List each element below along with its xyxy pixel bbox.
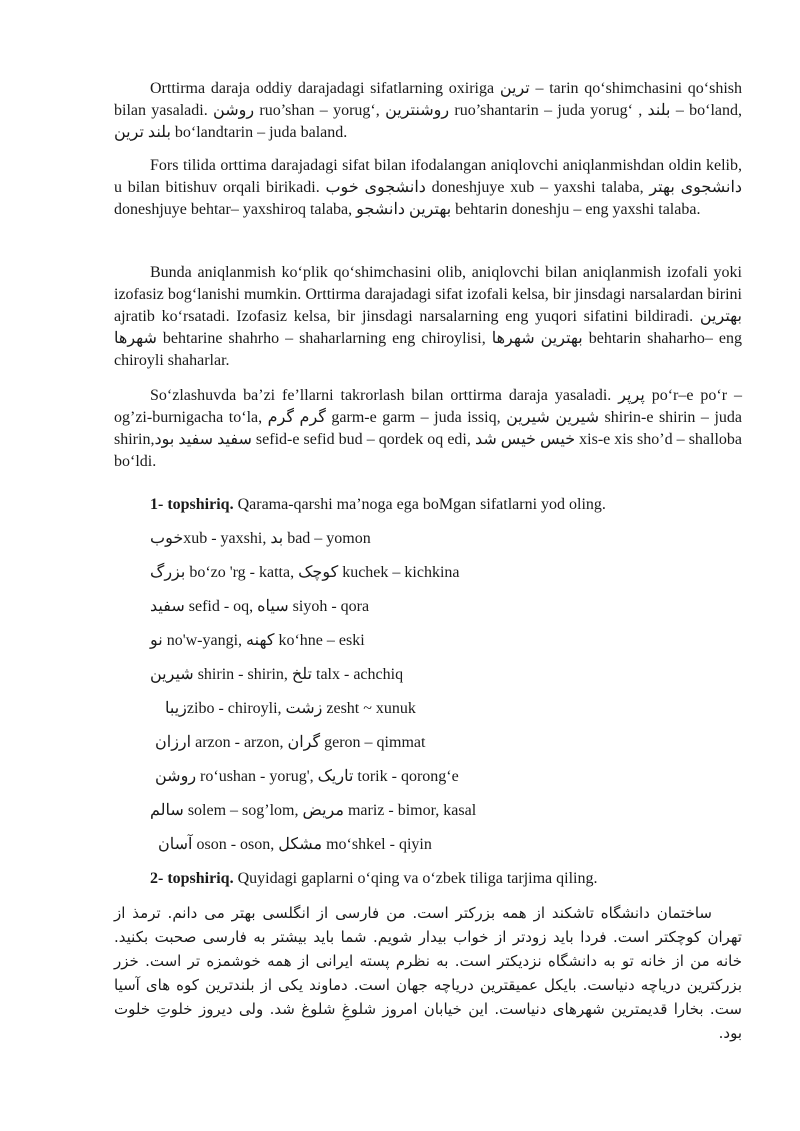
task-2-heading [150,868,750,890]
vocab-item: سالم solem – sog’lom, مریض mariz - bimor, kasal [150,802,477,819]
vocab-item: شیرین shirin - shirin, تلخ talx - achchiq [150,666,404,683]
task-1-label: 1- topshiriq. [150,496,234,513]
paragraph-repetition: So‘zlashuvda ba’zi fe’llarni takrorlash bilan orttirma daraja yasaladi. پرپر po‘r–e po‘r – og’zi-burnigacha to‘la, گرم گرم garm-e garm – juda issiq, شیرین شیرین shirin-e shirin – juda shirin,سفید سفید بود sefid-e sefid bud – qordek oq edi, خیس خیس شد xis-e xis sho’d – shalloba bo‘ldi. [114,387,743,470]
paragraph-izofa: Bunda aniqlanmish ko‘plik qo‘shimchasini olib, aniqlovchi bilan aniqlanmish izofali yoki izofasiz bog‘lanishi mumkin. Orttirma darajadagi sifat izofali kelsa, bir jinsdagi narsalardan birini ajratib ko‘rsatadi. Izofasiz kelsa, bir jinsdagi narsalarning eng yuqori sifatini bildiradi. بهترین شهرها behtarine shahrho – shaharlarning eng chiroylisi, بهترین شهرها behtarin shaharho– eng chiroyli shaharlar. [114,264,743,369]
paragraph-superlative-suffix: Orttirma daraja oddiy darajadagi sifatlarning oxiriga ترین – tarin qo‘shimchasini qo‘shish bilan yasaladi. روشن ruo’shan – yorug‘, روشنترین ruo’shantarin – juda yorug‘ , بلند – bo‘land, بلند ترین bo‘landtarin – juda baland. [114,80,743,141]
vocab-item: ارزان arzon - arzon, گران geron – qimmat [155,734,426,751]
vocab-item: خوبxub - yaxshi, بد bad – yomon [150,530,371,547]
task-2-label: 2- topshiriq. [150,870,234,887]
task-2-instruction: Quyidagi gaplarni o‘qing va o‘zbek tiliga tarjima qiling. [233,870,598,887]
vocab-item: روشن ro‘ushan - yorug', تاریک torik - qorong‘e [155,768,459,785]
vocab-item: نو no'w-yangi, کهنه ko‘hne – eski [150,632,365,649]
persian-exercise-text: ساختمان دانشگاه تاشکند از همه بزرکتر است. من فارسی از انگلسی بهتر می دانم. ترمذ از تهران کوچکتر است. فردا باید زودتر از خواب بیدار شویم. شما باید بیشتر به فارسی صحبت بکنید. خانه من از خانه تو به دانشگاه نزدیکتر است. به نظرم پسته ایرانی از همه خوشمزه تر است. خزر بزرکترین دریاچه دنیاست. بایکل عمیقترین دریاچه جهان است. دماوند یکی از بلندترین کوه های آسیا ست. بخارا قدیمترین شهرهای دنیاست. این خیابان امروز شلوغِ شلوغ شد. ولی دیروز خلوتِ خلوت بود. [114,904,742,1042]
vocab-item: بزرگ bo‘zo 'rg - katta, کوچک kuchek – kichkina [150,564,460,581]
paragraph-attribute-order: Fors tilida orttima darajadagi sifat bilan ifodalangan aniqlovchi aniqlanmishdan oldin kelib, u bilan bitishuv orqali birikadi. دانشجوی خوب doneshjuye xub – yaxshi talaba, دانشجوی بهتر doneshjuye behtar– yaxshiroq talaba, بهترین دانشجو behtarin doneshju – eng yaxshi talaba. [114,157,743,218]
vocab-item: سفید sefid - oq, سیاه siyoh - qora [150,598,370,615]
task-1-instruction: Qarama-qarshi ma’noga ega boMgan sifatlarni yod oling. [233,496,606,513]
vocab-item: زیباzibo - chiroyli, زشت zesht ~ xunuk [165,700,416,717]
vocab-item: آسان oson - oson, مشکل mo‘shkel - qiyin [158,836,432,853]
task-1-heading [150,494,750,516]
